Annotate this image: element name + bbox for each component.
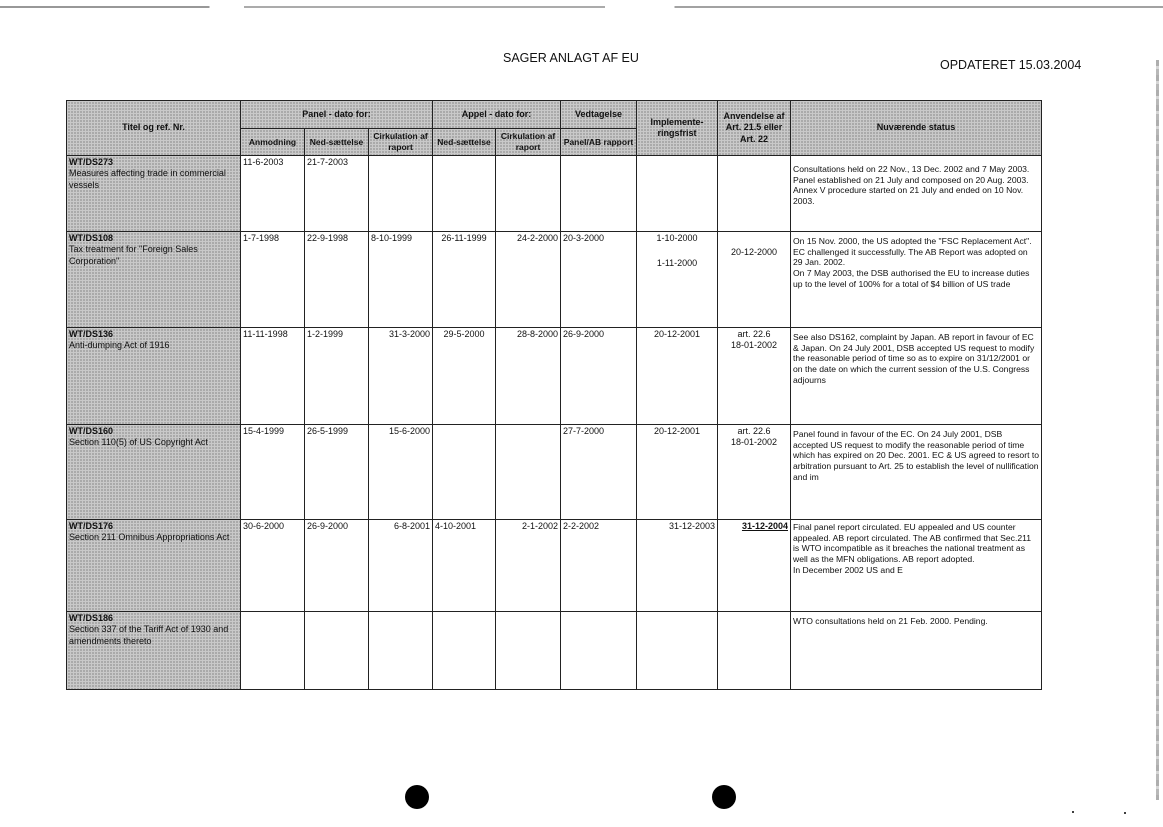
document-title: SAGER ANLAGT AF EU [503,51,639,65]
case-ref: WT/DS176 [69,521,114,531]
request-date: 11-11-1998 [241,328,305,425]
implementation-date [637,328,718,425]
col-establishment: Ned-sættelse [305,129,369,156]
adoption-date [561,156,637,232]
application-cell [718,156,791,232]
application-value-2: 18-01-2002 [730,437,778,448]
col-appeal-establishment: Ned-sættelse [433,129,496,156]
status-text: On 15 Nov. 2000, the US adopted the "FSC Replacement Act". EC challenged it successfully. The AB Report was adopted on 29 Jan. 2002. On 7 May 2003, the DSB authorised the EU to increase duties up to the level of 100% for a total of $4 billion of US trade [791,232,1042,328]
appeal-establishment-date: 29-5-2000 [433,328,496,425]
application-value-2: 20-12-2000 [730,247,778,257]
col-adoption-report: Panel/AB rapport [561,129,637,156]
appeal-establishment-date [433,156,496,232]
col-application: Anvendelse af Art. 21.5 eller Art. 22 [718,101,791,156]
request-date: 1-7-1998 [241,232,305,328]
status-text: WTO consultations held on 21 Feb. 2000. Pending. [791,612,1042,690]
request-date: 11-6-2003 [241,156,305,232]
col-request: Anmodning [241,129,305,156]
establishment-date: 22-9-1998 [305,232,369,328]
col-status: Nuværende status [791,101,1042,156]
implementation-date-1: 20-12-2001 [653,329,701,339]
adoption-date: 26-9-2000 [561,328,637,425]
implementation-date [637,156,718,232]
appeal-circulation-date [496,612,561,690]
application-cell [718,328,791,425]
appeal-establishment-date [433,612,496,690]
punch-hole [405,785,429,809]
application-cell [718,520,791,612]
case-title: Anti-dumping Act of 1916 [69,340,170,351]
table-row [67,520,1042,612]
table-row [67,156,1042,232]
implementation-date [637,232,718,328]
circulation-date: 31-3-2000 [369,328,433,425]
appeal-establishment-date: 4-10-2001 [433,520,496,612]
scan-speck [1072,811,1074,813]
application-value-1: 31-12-2004 [741,521,788,531]
case-ref: WT/DS273 [69,157,114,167]
implementation-date-1: 31-12-2003 [668,521,715,531]
appeal-circulation-date: 2-1-2002 [496,520,561,612]
case-ref: WT/DS108 [69,233,114,243]
implementation-date [637,520,718,612]
col-adoption-group: Vedtagelse [561,101,637,129]
application-cell [718,232,791,328]
case-title: Section 110(5) of US Copyright Act [69,437,208,448]
appeal-circulation-date: 24-2-2000 [496,232,561,328]
request-date: 30-6-2000 [241,520,305,612]
status-text: Final panel report circulated. EU appealed and US counter appealed. AB report circulated. The AB confirmed that Sec.211 is WTO incompatible as it breaches the national treatment as well as the MFN obligations. AB report adopted. In December 2002 US and E [791,520,1042,612]
case-title-cell [67,232,241,328]
table-row [67,425,1042,520]
establishment-date: 26-9-2000 [305,520,369,612]
circulation-date: 8-10-1999 [369,232,433,328]
application-cell [718,425,791,520]
col-implementation: Implemente-ringsfrist [637,101,718,156]
appeal-establishment-date [433,425,496,520]
case-title-cell [67,612,241,690]
case-title: Measures affecting trade in commercial vessels [69,168,226,190]
implementation-date-2: 1-11-2000 [656,258,698,269]
circulation-date: 6-8-2001 [369,520,433,612]
status-text: Consultations held on 22 Nov., 13 Dec. 2002 and 7 May 2003. Panel established on 21 July and composed on 20 Aug. 2003. Annex V procedure started on 21 July and ended on 10 Nov. 2003. [791,156,1042,232]
scan-edge-right [1156,60,1159,800]
case-title-cell [67,156,241,232]
scan-speck [1124,812,1126,814]
status-text: Panel found in favour of the EC. On 24 July 2001, DSB accepted US request to modify the reasonable period of time which has expired on 20 Dec. 2001. EC & US agreed to resort to arbitration pursuant to Art. 25 to establish the level of nullification and im [791,425,1042,520]
appeal-establishment-date: 26-11-1999 [433,232,496,328]
col-title-ref: Titel og ref. Nr. [67,101,241,156]
case-title: Section 211 Omnibus Appropriations Act [69,532,230,543]
case-title: Tax treatment for "Foreign Sales Corporation" [69,244,198,266]
circulation-date [369,156,433,232]
table-row [67,232,1042,328]
establishment-date: 26-5-1999 [305,425,369,520]
updated-date: OPDATERET 15.03.2004 [940,58,1082,72]
application-value-1: art. 22.6 [737,329,771,339]
establishment-date: 1-2-1999 [305,328,369,425]
table-row [67,328,1042,425]
col-panel-group: Panel - dato for: [241,101,433,129]
case-title-cell [67,328,241,425]
application-cell [718,612,791,690]
col-appeal-group: Appel - dato for: [433,101,561,129]
circulation-date: 15-6-2000 [369,425,433,520]
request-date: 15-4-1999 [241,425,305,520]
adoption-date: 2-2-2002 [561,520,637,612]
implementation-date [637,425,718,520]
case-title-cell [67,425,241,520]
appeal-circulation-date: 28-8-2000 [496,328,561,425]
adoption-date: 20-3-2000 [561,232,637,328]
adoption-date [561,612,637,690]
case-title-cell [67,520,241,612]
establishment-date: 21-7-2003 [305,156,369,232]
col-appeal-circulation: Cirkulation af raport [496,129,561,156]
status-text: See also DS162, complaint by Japan. AB report in favour of EC & Japan. On 24 July 2001, DSB accepted US request to modify the reasonable period of time so as to expire on 31/12/2001 or on the date on which the current session of the U.S. Congress adjourns [791,328,1042,425]
application-value-1: art. 22.6 [737,426,771,436]
case-ref: WT/DS186 [69,613,114,623]
table-row [67,612,1042,690]
application-value-2: 18-01-2002 [730,340,778,351]
appeal-circulation-date [496,156,561,232]
case-ref: WT/DS160 [69,426,114,436]
col-circulation: Cirkulation af raport [369,129,433,156]
establishment-date [305,612,369,690]
appeal-circulation-date [496,425,561,520]
punch-hole [712,785,736,809]
implementation-date [637,612,718,690]
scan-edge-top [0,6,1163,8]
implementation-date-1: 20-12-2001 [653,426,701,436]
cases-table [66,100,1042,690]
request-date [241,612,305,690]
implementation-date-1: 1-10-2000 [656,233,698,243]
circulation-date [369,612,433,690]
case-ref: WT/DS136 [69,329,114,339]
case-title: Section 337 of the Tariff Act of 1930 and amendments thereto [69,624,229,646]
adoption-date: 27-7-2000 [561,425,637,520]
